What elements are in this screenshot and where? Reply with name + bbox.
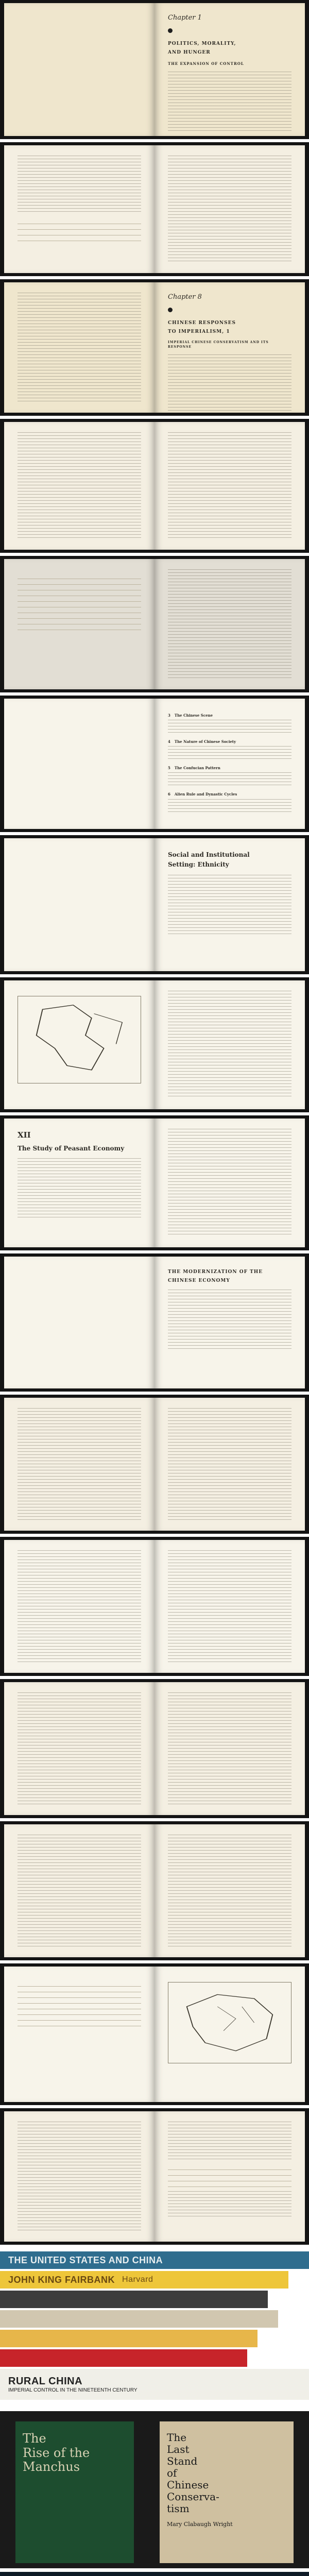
data-table <box>18 218 141 241</box>
cover-title-line: Last <box>167 2443 190 2455</box>
map-figure <box>168 1982 291 2063</box>
cover-title-line: tism <box>167 2502 190 2515</box>
book-spine <box>0 2330 258 2347</box>
book-spines-photo <box>0 2248 309 2408</box>
cover-title-line: Rise of the <box>23 2445 90 2460</box>
spine-author: Harvard <box>122 2275 153 2284</box>
book-page-right <box>154 1824 305 1957</box>
chapter-title-line: AND HUNGER <box>168 50 211 56</box>
book-page-left <box>4 1540 154 1673</box>
chapter-number: XII <box>18 1130 31 1140</box>
chapter-title-line: TO IMPERIALISM, 1 <box>168 329 230 335</box>
body-text <box>18 1408 141 1520</box>
body-text <box>18 1835 141 1947</box>
body-text <box>168 1290 291 1351</box>
book-page-left <box>4 1967 154 2102</box>
body-text <box>168 2191 291 2218</box>
body-text <box>168 72 291 133</box>
body-text <box>168 1408 291 1520</box>
spine-title: RURAL CHINA <box>8 2376 83 2387</box>
photo-book-spread <box>0 142 309 276</box>
body-text <box>18 1550 141 1663</box>
book-page-left <box>4 1257 154 1388</box>
chapter-ornament <box>168 28 173 33</box>
body-text <box>168 432 291 539</box>
book-page-right <box>154 1118 305 1247</box>
toc-subentries <box>168 772 291 788</box>
book-spine <box>0 2349 247 2367</box>
map-figure <box>18 996 141 1083</box>
book-page-left <box>4 2111 154 2242</box>
chapter-label: Chapter 1 <box>168 14 202 22</box>
chapter-label: Chapter 8 <box>168 293 202 301</box>
cover-title-line: Conserva- <box>167 2490 219 2503</box>
cover-title-line: Manchus <box>23 2460 80 2475</box>
body-text <box>18 432 141 539</box>
body-text <box>18 156 141 214</box>
book-page-left <box>4 1118 154 1247</box>
book-page-right <box>154 559 305 689</box>
photo-book-spread <box>0 0 309 139</box>
book-spine <box>0 2369 309 2400</box>
book-spine <box>0 2251 309 2269</box>
photo-book-spread <box>0 279 309 416</box>
book-page-right <box>154 2111 305 2242</box>
photo-book-spread <box>0 2108 309 2245</box>
data-table <box>18 573 141 630</box>
book-page-right <box>154 282 305 413</box>
cover-author: Mary Clabaugh Wright <box>167 2521 233 2528</box>
spine-title: JOHN KING FAIRBANK <box>8 2274 115 2285</box>
body-text <box>168 875 291 937</box>
body-text <box>168 1129 291 1237</box>
book-spine <box>0 2310 278 2328</box>
body-text <box>168 1550 291 1663</box>
book-page-right <box>154 1398 305 1531</box>
photo-book-spread <box>0 556 309 692</box>
book-page-left <box>4 1824 154 1957</box>
book-page-left <box>4 699 154 829</box>
body-text <box>18 1158 141 1218</box>
book-page-left <box>4 838 154 971</box>
body-text <box>168 156 291 263</box>
book-cover <box>160 2421 294 2563</box>
cover-title-line: of <box>167 2467 177 2479</box>
table-of-contents <box>154 699 305 829</box>
body-text <box>18 2122 141 2231</box>
book-spine <box>0 2291 268 2308</box>
chapter-title-line: THE MODERNIZATION OF THE <box>168 1269 263 1275</box>
cover-title-line: The <box>167 2431 187 2444</box>
body-text <box>168 1692 291 1805</box>
toc-subentries <box>168 746 291 761</box>
photo-book-spread <box>0 977 309 1112</box>
book-page-left <box>4 1682 154 1815</box>
body-text <box>18 293 141 402</box>
cover-title-line: The <box>23 2431 46 2446</box>
photo-book-spread <box>0 1679 309 1818</box>
book-page-left <box>4 282 154 413</box>
chapter-title: The Study of Peasant Economy <box>18 1144 125 1152</box>
toc-entry: 5 The Confucian Pattern <box>168 766 220 771</box>
spine-title: THE UNITED STATES AND CHINA <box>8 2255 163 2265</box>
data-table <box>18 1981 141 2026</box>
body-text <box>168 354 291 413</box>
body-text <box>18 1692 141 1805</box>
data-table <box>168 2164 291 2187</box>
section-heading: THE EXPANSION OF CONTROL <box>168 61 244 66</box>
photo-book-spread <box>0 1821 309 1960</box>
book-page-left <box>4 422 154 550</box>
photo-book-spread <box>0 419 309 553</box>
section-heading: IMPERIAL CHINESE CONSERVATISM AND ITS RESPONSE <box>168 341 269 349</box>
body-text <box>168 2122 291 2160</box>
book-page-left <box>4 3 154 136</box>
book-page-left <box>4 1398 154 1531</box>
book-page-right <box>154 3 305 136</box>
book-page-right <box>154 1682 305 1815</box>
body-text <box>168 991 291 1099</box>
photo-book-spread <box>0 1253 309 1392</box>
toc-subentries <box>168 799 291 815</box>
book-page-left <box>4 145 154 273</box>
chapter-title-line: POLITICS, MORALITY, <box>168 41 236 46</box>
cover-title-line: Chinese <box>167 2479 209 2491</box>
book-page-right <box>154 1257 305 1388</box>
section-heading: Social and Institutional <box>168 851 250 858</box>
book-page-right <box>154 1967 305 2102</box>
toc-entry: 3 The Chinese Scene <box>168 713 213 718</box>
book-stack-photo <box>0 2572 309 2576</box>
photo-book-spread <box>0 1115 309 1250</box>
photo-book-spread <box>0 835 309 974</box>
toc-subentries <box>168 720 291 735</box>
book-page-left <box>4 980 154 1109</box>
book-spine <box>0 2271 288 2289</box>
chapter-ornament <box>168 308 173 312</box>
body-text <box>168 569 291 679</box>
book-page-right <box>154 145 305 273</box>
cover-title-line: Stand <box>167 2455 198 2467</box>
body-text <box>168 1835 291 1947</box>
book-page-left <box>4 559 154 689</box>
section-heading: Setting: Ethnicity <box>168 861 229 869</box>
toc-entry: 6 Alien Rule and Dynastic Cycles <box>168 792 237 797</box>
book-page-right <box>154 422 305 550</box>
chapter-title-line: CHINESE ECONOMY <box>168 1278 230 1284</box>
chapter-title-line: CHINESE RESPONSES <box>168 320 236 326</box>
book-covers-photo <box>0 2411 309 2568</box>
spine-subtitle: IMPERIAL CONTROL IN THE NINETEENTH CENTURY <box>8 2387 138 2393</box>
photo-book-spread <box>0 1537 309 1676</box>
book-page-right <box>154 1540 305 1673</box>
book-page-right <box>154 980 305 1109</box>
photo-book-spread <box>0 1395 309 1534</box>
toc-entry: 4 The Nature of Chinese Society <box>168 739 236 744</box>
photo-book-spread <box>0 1963 309 2105</box>
book-cover <box>15 2421 134 2563</box>
photo-book-spread <box>0 696 309 832</box>
book-page-right <box>154 838 305 971</box>
